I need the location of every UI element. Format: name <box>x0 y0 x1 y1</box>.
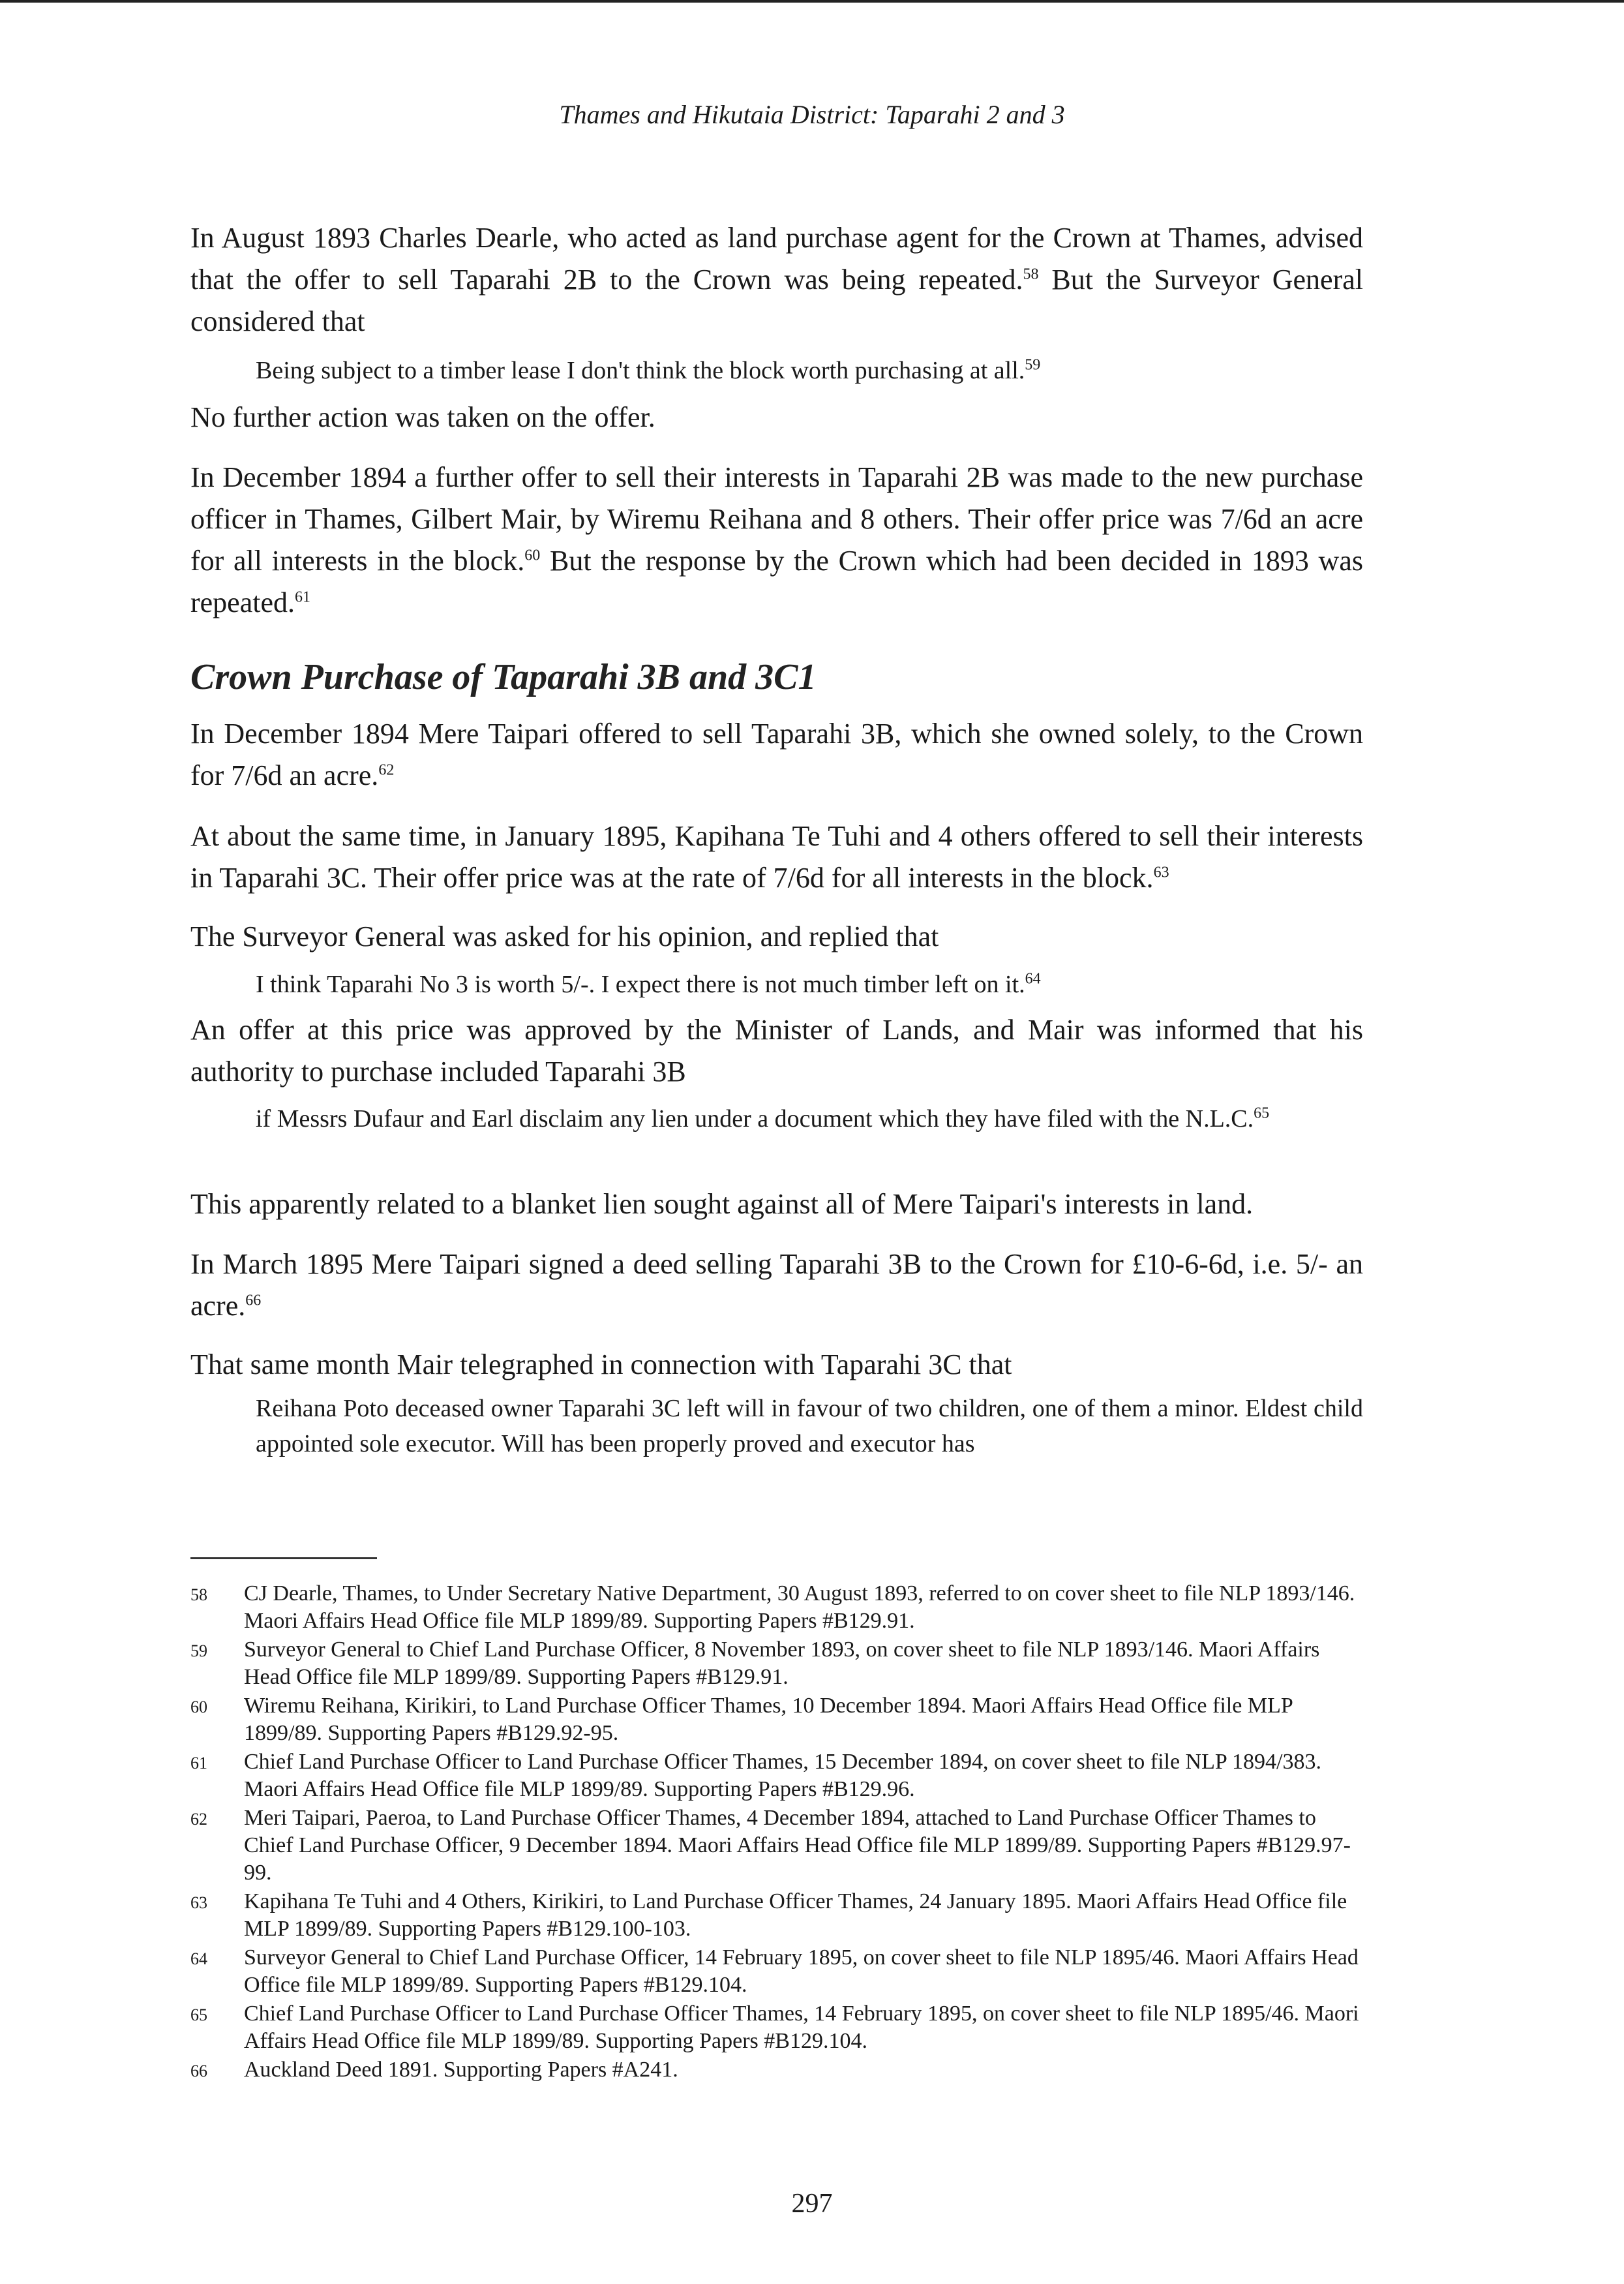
paragraph-text: But the response by the Crown which had been decided in 1893 was repeated. <box>190 545 1363 618</box>
running-head: Thames and Hikutaia District: Taparahi 2 and 3 <box>559 100 1065 129</box>
paragraph-3 <box>190 457 1363 624</box>
paragraph-text: The Surveyor General was asked for his opinion, and replied that <box>190 921 939 952</box>
top-rule <box>0 0 1624 3</box>
footnote-number: 61 <box>190 1754 207 1773</box>
footnote-text: Chief Land Purchase Officer to Land Purchase Officer Thames, 15 December 1894, on cover sheet to file NLP 1894/383. Maori Affairs Head Office file MLP 1899/89. Supporting Papers #B129.96. <box>244 1750 1321 1801</box>
footnote-ref[interactable]: 60 <box>524 547 541 564</box>
paragraph-text: In August 1893 Charles Dearle, who acted as land purchase agent for the Crown at Thames, advised that the offer to sell Taparahi 2B to the Crown was being repeated. <box>190 222 1363 296</box>
footnote-ref[interactable]: 66 <box>245 1292 262 1309</box>
footnote-text: Chief Land Purchase Officer to Land Purchase Officer Thames, 14 February 1895, on cover sheet to file NLP 1895/46. Maori Affairs Head Office file MLP 1899/89. Supporting Papers #B129.104. <box>244 2002 1359 2053</box>
paragraph-6 <box>190 916 1363 958</box>
footnote-ref[interactable]: 62 <box>378 761 395 779</box>
paragraph-9 <box>190 1243 1363 1327</box>
paragraph-10 <box>190 1344 1363 1386</box>
paragraph-5 <box>190 815 1363 899</box>
footnote-ref[interactable]: 63 <box>1153 864 1169 881</box>
footnote-divider <box>190 1557 377 1559</box>
footnote-item <box>190 1692 1364 1747</box>
footnote-text: Kapihana Te Tuhi and 4 Others, Kirikiri, to Land Purchase Officer Thames, 24 January 1895. Maori Affairs Head Office file MLP 1899/89. Supporting Papers #B129.100-103. <box>244 1889 1347 1941</box>
paragraph-text: At about the same time, in January 1895, Kapihana Te Tuhi and 4 others offered to sell their interests in Taparahi 3C. Their offer price was at the rate of 7/6d for all interests in the block. <box>190 820 1363 894</box>
footnote-ref[interactable]: 61 <box>295 588 310 606</box>
footnote-item <box>190 1580 1364 1635</box>
footnote-number: 65 <box>190 2005 207 2024</box>
paragraph-8 <box>190 1183 1363 1225</box>
footnote-number: 58 <box>190 1585 207 1604</box>
paragraph-text: This apparently related to a blanket lien sought against all of Mere Taipari's interests in land. <box>190 1188 1254 1220</box>
paragraph-text: But the Surveyor General considered that <box>190 264 1363 337</box>
footnote-number: 66 <box>190 2062 207 2080</box>
quote-text: Being subject to a timber lease I don't think the block worth purchasing at all. <box>256 357 1025 384</box>
footnote-number: 62 <box>190 1810 207 1829</box>
section-heading-text: Crown Purchase of Taparahi 3B and 3C1 <box>190 657 817 697</box>
footnote-text: Surveyor General to Chief Land Purchase Officer, 14 February 1895, on cover sheet to file NLP 1895/46. Maori Affairs Head Office file MLP 1899/89. Supporting Papers #B129.104. <box>244 1945 1359 1997</box>
footnote-ref[interactable]: 58 <box>1023 266 1039 283</box>
footnote-text: Surveyor General to Chief Land Purchase Officer, 8 November 1893, on cover sheet to file NLP 1893/146. Maori Affairs Head Office file MLP 1899/89. Supporting Papers #B129.91. <box>244 1637 1320 1689</box>
paragraph-text: An offer at this price was approved by the Minister of Lands, and Mair was informed that his authority to purchase included Taparahi 3B <box>190 1014 1363 1088</box>
footnote-item <box>190 2000 1364 2055</box>
paragraph-1 <box>190 217 1363 343</box>
footnote-item <box>190 1944 1364 1999</box>
paragraph-7 <box>190 1009 1363 1093</box>
footnote-ref[interactable]: 65 <box>1254 1104 1270 1122</box>
footnote-item <box>190 2056 1364 2085</box>
footnotes <box>190 1580 1364 2086</box>
footnote-item <box>190 1748 1364 1803</box>
quote-text: if Messrs Dufaur and Earl disclaim any lien under a document which they have filed with the N.L.C. <box>256 1105 1254 1133</box>
quote-text: I think Taparahi No 3 is worth 5/-. I expect there is not much timber left on it. <box>256 971 1025 998</box>
footnote-item <box>190 1636 1364 1691</box>
footnote-text: Wiremu Reihana, Kirikiri, to Land Purchase Officer Thames, 10 December 1894. Maori Affairs Head Office file MLP 1899/89. Supporting Papers #B129.92-95. <box>244 1694 1293 1745</box>
footnote-item <box>190 1888 1364 1943</box>
paragraph-2 <box>190 397 1363 438</box>
page-number: 297 <box>791 2189 833 2219</box>
quote-text: Reihana Poto deceased owner Taparahi 3C left will in favour of two children, one of them a minor. Eldest child appointed sole executor. Will has been properly proved and executor has <box>256 1395 1363 1457</box>
footnote-text: Auckland Deed 1891. Supporting Papers #A241. <box>244 2058 678 2082</box>
block-quote-3 <box>190 1101 1363 1136</box>
paragraph-text: In December 1894 Mere Taipari offered to sell Taparahi 3B, which she owned solely, to the Crown for 7/6d an acre. <box>190 718 1363 791</box>
paragraph-text: No further action was taken on the offer. <box>190 401 655 433</box>
footnote-number: 60 <box>190 1698 207 1716</box>
block-quote-2 <box>190 967 1363 1002</box>
footnote-ref[interactable]: 64 <box>1025 970 1041 988</box>
section-heading <box>190 654 1363 700</box>
paragraph-text: That same month Mair telegraphed in connection with Taparahi 3C that <box>190 1348 1012 1380</box>
footnote-text: CJ Dearle, Thames, to Under Secretary Native Department, 30 August 1893, referred to on cover sheet to file NLP 1893/146. Maori Affairs Head Office file MLP 1899/89. Supporting Papers #B129.91. <box>244 1581 1355 1633</box>
footnote-text: Meri Taipari, Paeroa, to Land Purchase Officer Thames, 4 December 1894, attached to Land Purchase Officer Thames to Chief Land Purchase Officer, 9 December 1894. Maori Affairs Head Office file MLP 1899/89. Supporting Papers #B129.97-99. <box>244 1806 1351 1885</box>
footnote-ref[interactable]: 59 <box>1025 356 1041 374</box>
block-quote-4 <box>190 1391 1363 1461</box>
paragraph-4 <box>190 713 1363 797</box>
paragraph-text: In March 1895 Mere Taipari signed a deed selling Taparahi 3B to the Crown for £10-6-6d, i.e. 5/- an acre. <box>190 1248 1363 1322</box>
footnote-number: 63 <box>190 1893 207 1912</box>
footnote-number: 64 <box>190 1949 207 1968</box>
paragraph-text: In December 1894 a further offer to sell their interests in Taparahi 2B was made to the new purchase officer in Thames, Gilbert Mair, by Wiremu Reihana and 8 others. Their offer price was 7/6d an acre for all interests in the block. <box>190 461 1363 577</box>
footnote-item <box>190 1804 1364 1887</box>
block-quote-1 <box>190 353 1363 388</box>
footnote-number: 59 <box>190 1641 207 1660</box>
